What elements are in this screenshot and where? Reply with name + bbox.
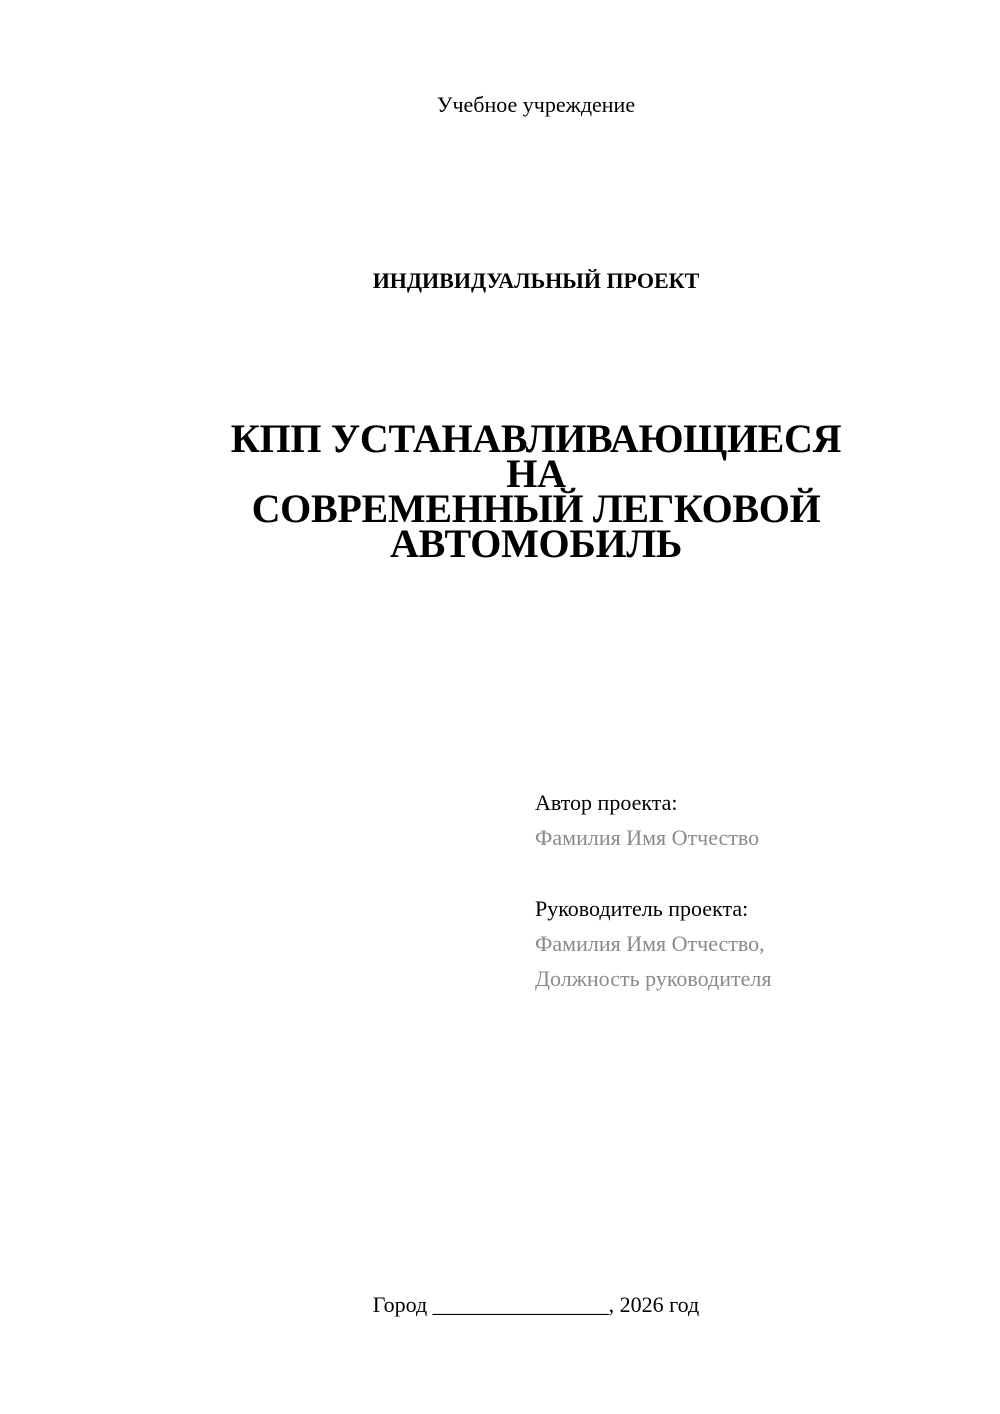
- credits-block: [535, 790, 975, 1001]
- project-title-line: КПП УСТАНАВЛИВАЮЩИЕСЯ НА: [230, 416, 842, 496]
- supervisor-name: Фамилия Имя Отчество,: [535, 931, 765, 956]
- city-year-footer: Город ________________, 2026 год: [372, 1292, 700, 1317]
- supervisor-position: Должность руководителя: [535, 966, 772, 991]
- author-label: Автор проекта:: [535, 790, 678, 815]
- supervisor-label: Руководитель проекта:: [535, 896, 749, 921]
- author-name: Фамилия Имя Отчество: [535, 825, 760, 850]
- document-type-heading: ИНДИВИДУАЛЬНЫЙ ПРОЕКТ: [372, 268, 700, 293]
- credits-spacer: [535, 860, 975, 896]
- institution-name: Учебное учреждение: [436, 92, 636, 117]
- project-title-line: АВТОМОБИЛЬ: [390, 521, 682, 566]
- project-title-line: СОВРЕМЕННЫЙ ЛЕГКОВОЙ: [251, 486, 821, 531]
- project-title: [200, 416, 872, 566]
